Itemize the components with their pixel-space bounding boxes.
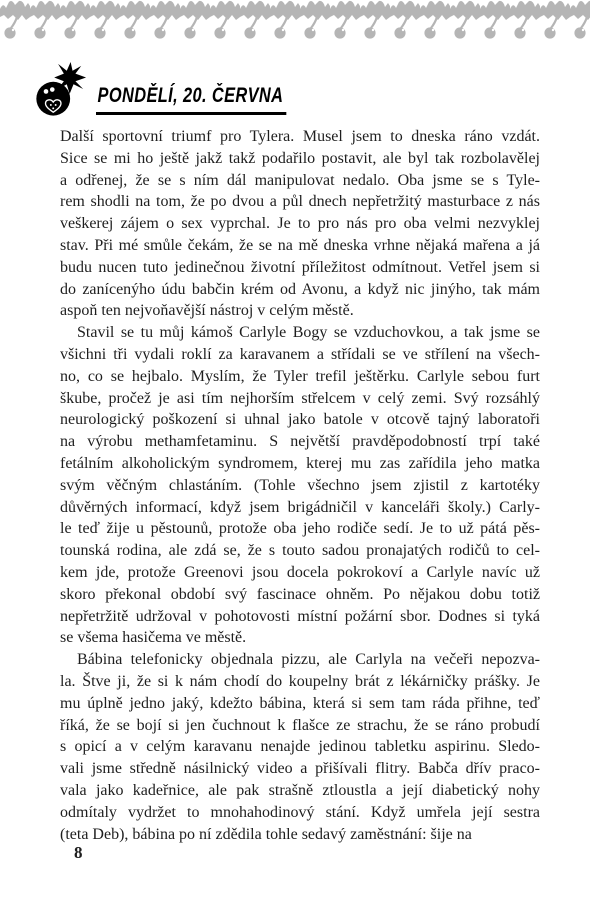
text-line: Bábina telefonicky objednala pizzu, ale Carlyla na večeři nepozva-	[77, 651, 540, 669]
text-line: Další sportovní triumf pro Tylera. Musel jsem to dneska ráno vzdát.	[60, 128, 540, 145]
text-line: tounská rodina, ale zdá se, že s touto sadou pronajatých rodičů to cel-	[60, 542, 540, 560]
bomb-garland-border-icon	[0, 0, 600, 46]
text-line: le teď žije u pěstounů, protože oba jeho rodiče sedí. Je to už pátá pěs-	[60, 520, 540, 538]
text-line: vala jako kadeřnice, ale pak strašně ztloustla a její diabetický nohy	[60, 781, 540, 799]
paragraph	[60, 649, 540, 845]
text-line: svým věčným chlastáním. (Tohle všechno jsem zjistil z kartotéky	[60, 476, 540, 494]
text-line: do zanícenýho údu babčin krém od Avonu, a když nic jinýho, tak mám	[60, 280, 540, 298]
text-line: neurologický poškození si uhnal jako batole v otcově tajný laboratoři	[60, 411, 540, 429]
text-line: veškerej zájem o sex vyprchal. Je to pro nás pro oba velmi nezvyklej	[60, 215, 540, 233]
chapter-header	[31, 62, 340, 118]
text-line: no, co se hejbalo. Myslím, že Tyler trefil ještěrku. Carlyle sebou furt	[60, 367, 540, 385]
bomb-icon	[31, 62, 89, 118]
text-line: Stavil se tu můj kámoš Carlyle Bogy se vzduchovkou, a tak jsme se	[77, 324, 540, 342]
text-line: aspoň ten nejvoňavější nástroj v celým městě.	[60, 302, 354, 320]
text-line: nepřetržitě udržoval v pohotovosti místní požární sbor. Dodnes si tyká	[60, 607, 540, 625]
text-line: la. Štve ji, že si k nám chodí do koupelny brát z lékárničky prášky. Je	[60, 672, 540, 690]
paragraph	[60, 126, 540, 322]
text-line: rem shodli na tom, že po dvou a půl dnech nepřetržitý masturbace z nás	[60, 193, 540, 211]
text-line: se všema hasičema ve městě.	[60, 629, 247, 647]
page-number: 8	[74, 843, 83, 862]
body-text	[60, 126, 540, 845]
text-line: Sice se mi ho ještě jakž takž podařilo postavit, ale byl tak rozbolavělej	[60, 149, 540, 167]
chapter-date-heading: PONDĚLÍ, 20. ČERVNA	[96, 84, 286, 115]
text-line: všichni tři vydali roklí za karavanem a střídali se ve střílení na všech-	[60, 345, 540, 363]
text-line: škube, pročež je asi tím nejhorším střelcem v celý zemi. Svý rozsáhlý	[60, 389, 540, 407]
text-line: na výrobu methamfetaminu. S největší pravděpodobností trpí také	[60, 433, 540, 451]
text-line: kem jde, protože Greenovi jsou docela pokrokoví a Carlyle navíc už	[60, 563, 540, 581]
text-line: vali jsme středně násilnický video a přišívali flitry. Babča dřív praco-	[60, 760, 540, 778]
text-line: důvěrných informací, když jsem brigádničil v kanceláři školy.) Carly-	[60, 498, 540, 516]
text-line: stav. Při mé smůle čekám, že se na mě dneska vrhne nějaká mařena a já	[60, 236, 540, 254]
text-line: s opicí a v celým karavanu nenajde jedinou tabletku aspirinu. Sledo-	[60, 738, 540, 756]
text-line: fetálním alkoholickým syndromem, kterej mu zas zařídila jeho matka	[60, 454, 540, 472]
text-line: (teta Deb), bábina po ní zdědila tohle sedavý zaměstnání: šije na	[60, 825, 472, 843]
text-line: odmítaly vydržet to mnohahodinový stání. Když umřela její sestra	[60, 803, 540, 821]
paragraph	[60, 322, 540, 649]
text-line: říká, že se bojí si jen čuchnout k flašce ze strachu, že se ráno probudí	[60, 716, 540, 734]
text-line: skoro překonal období svý fascinace ohněm. Po nějakou dobu totiž	[60, 585, 540, 603]
text-line: mu úplně jedno jaký, kdežto bábina, která si sem tam ráda přihne, teď	[60, 694, 540, 712]
text-line: a odřenej, že se s ním dál manipulovat nedalo. Oba jsme se s Tyle-	[60, 171, 540, 189]
text-line: budu nucen tuto jedinečnou životní příležitost odmítnout. Vetřel jsem si	[60, 258, 540, 276]
